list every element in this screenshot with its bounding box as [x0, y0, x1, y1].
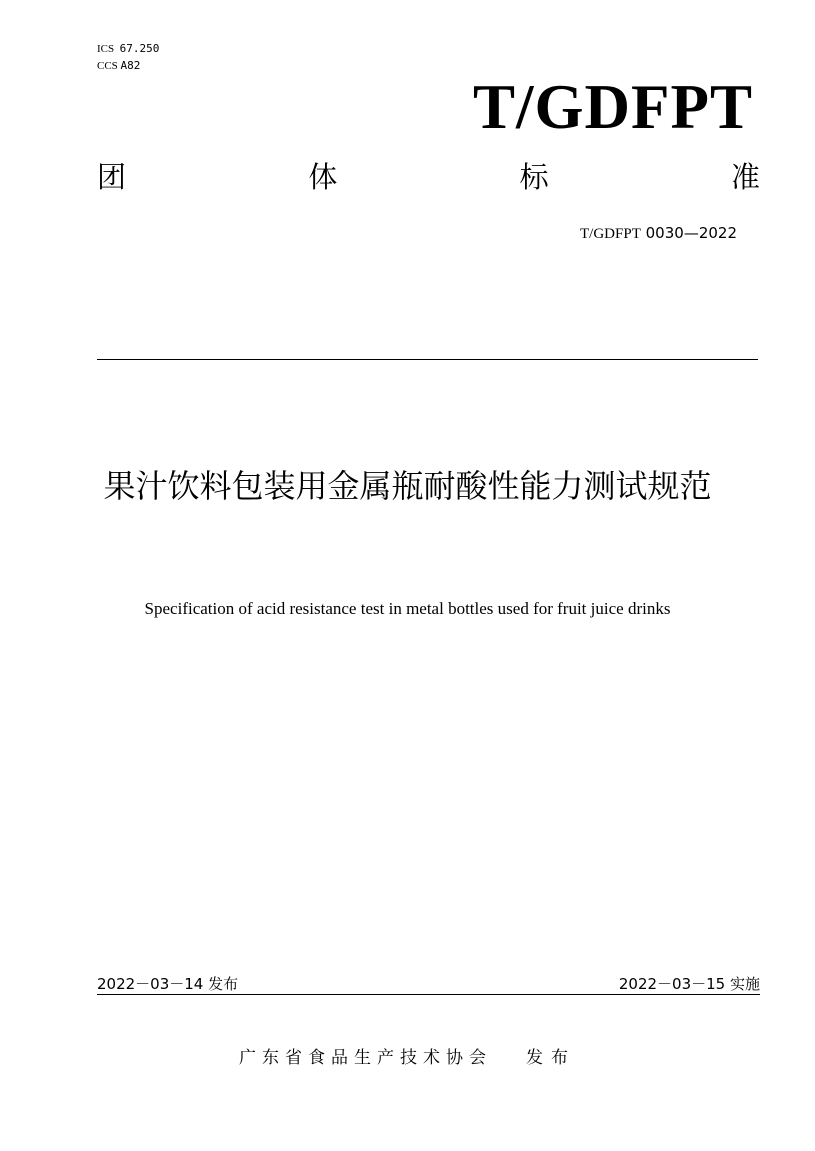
standard-type-char: 团: [97, 160, 127, 194]
ccs-classification: [97, 59, 140, 73]
publisher-line: [0, 1046, 815, 1070]
issue-date: 2022－03－14 发布: [97, 975, 239, 993]
document-title-english: Specification of acid resistance test in metal bottles used for fruit juice drinks: [144, 599, 671, 618]
ccs-value: A82: [120, 59, 141, 72]
standard-code-logo: T/GDFPT: [472, 72, 753, 142]
bottom-divider: [97, 994, 760, 995]
standard-type-char: 标: [519, 160, 549, 194]
publish-label: 发布: [526, 1048, 576, 1068]
implementation-date: 2022－03－15 实施: [618, 975, 760, 993]
publisher-name: 广东省食品生产技术协会: [239, 1048, 492, 1068]
standard-number-prefix: T/GDFPT: [580, 226, 641, 242]
top-divider: [97, 359, 758, 360]
standard-type-char: 体: [308, 160, 338, 194]
standard-type: [97, 158, 760, 196]
ics-label: ICS: [97, 43, 115, 55]
ics-classification: [97, 42, 159, 56]
document-title-chinese: 果汁饮料包装用金属瓶耐酸性能力测试规范: [103, 467, 712, 505]
standard-number: [580, 223, 737, 244]
standard-number-value: 0030—2022: [645, 224, 737, 242]
ccs-label: CCS: [97, 60, 118, 72]
ics-value: 67.250: [119, 42, 160, 55]
standard-type-char: 准: [730, 160, 760, 194]
